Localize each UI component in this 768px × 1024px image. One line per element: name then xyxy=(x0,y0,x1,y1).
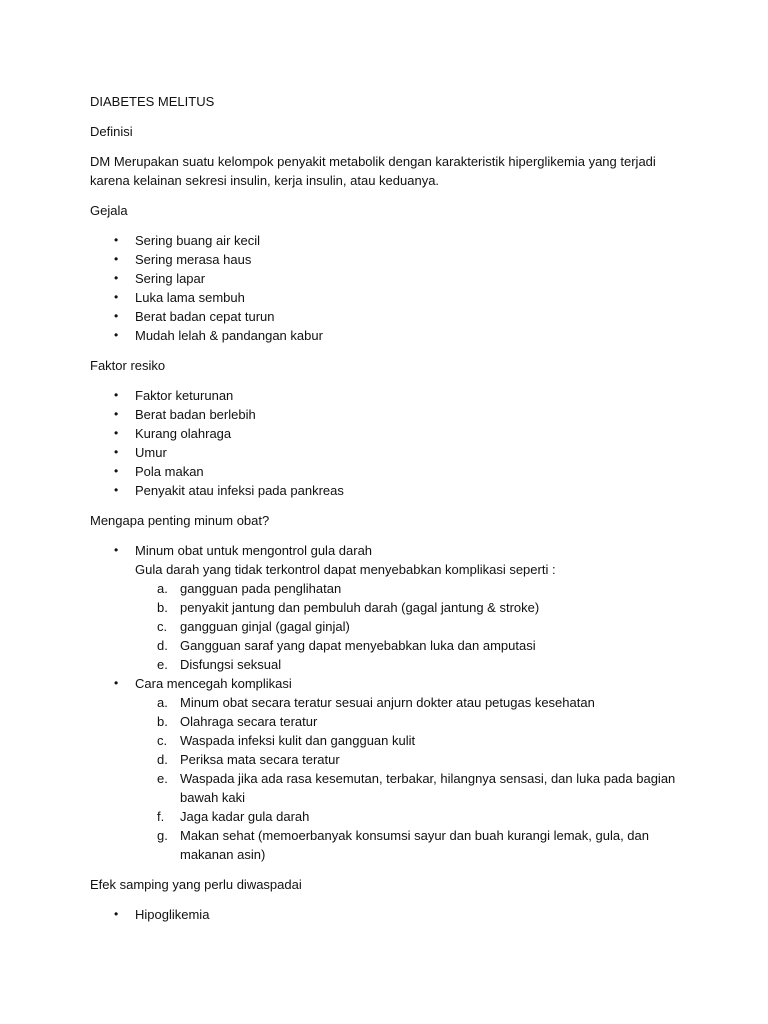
bullet-icon: • xyxy=(114,907,119,921)
list-item-text: Hipoglikemia xyxy=(135,907,210,922)
document-page xyxy=(90,92,690,935)
list-marker: c. xyxy=(157,733,168,748)
bullet-icon: • xyxy=(114,426,119,440)
complications-intro: Gula darah yang tidak terkontrol dapat menyebabkan komplikasi seperti : xyxy=(135,562,556,577)
list-item xyxy=(135,712,690,731)
definition-paragraph xyxy=(90,152,690,190)
side-effects-list xyxy=(90,905,690,924)
list-marker: g. xyxy=(157,828,168,843)
list-item-text: Sering lapar xyxy=(135,271,206,286)
list-item xyxy=(90,386,690,405)
list-marker: b. xyxy=(157,714,168,729)
bullet-icon: • xyxy=(114,407,119,421)
risk-list xyxy=(90,386,690,500)
risk-heading: Faktor resiko xyxy=(90,358,166,373)
bullet-icon: • xyxy=(114,464,119,478)
bullet-icon: • xyxy=(114,233,119,247)
list-item-text: Minum obat untuk mengontrol gula darah xyxy=(135,543,373,558)
list-item-text: Cara mencegah komplikasi xyxy=(135,676,292,691)
list-item xyxy=(135,826,690,864)
bullet-icon: • xyxy=(114,445,119,459)
why-list xyxy=(90,541,690,864)
list-item-text: Jaga kadar gula darah xyxy=(180,809,310,824)
list-item-text: Waspada jika ada rasa kesemutan, terbakar, hilangnya sensasi, dan luka pada bagian bawah kaki xyxy=(180,771,676,805)
list-item xyxy=(90,481,690,500)
symptoms-list xyxy=(90,231,690,345)
list-marker: a. xyxy=(157,581,168,596)
complications-list xyxy=(135,579,690,674)
symptoms-heading: Gejala xyxy=(90,203,128,218)
list-item xyxy=(90,541,690,674)
bullet-icon: • xyxy=(114,676,119,690)
list-item xyxy=(135,750,690,769)
list-item-text: penyakit jantung dan pembuluh darah (gagal jantung & stroke) xyxy=(180,600,540,615)
list-item-text: Faktor keturunan xyxy=(135,388,234,403)
list-item xyxy=(135,617,690,636)
list-item-text: Olahraga secara teratur xyxy=(180,714,318,729)
list-marker: e. xyxy=(157,657,168,672)
list-marker: e. xyxy=(157,771,168,786)
document-title: DIABETES MELITUS xyxy=(90,94,215,109)
list-item xyxy=(135,579,690,598)
list-item xyxy=(90,307,690,326)
list-item xyxy=(90,231,690,250)
list-item-text: Sering buang air kecil xyxy=(135,233,261,248)
list-item-text: Kurang olahraga xyxy=(135,426,232,441)
bullet-icon: • xyxy=(114,328,119,342)
bullet-icon: • xyxy=(114,271,119,285)
list-item-text: Umur xyxy=(135,445,167,460)
list-item xyxy=(90,405,690,424)
list-marker: a. xyxy=(157,695,168,710)
definition-heading: Definisi xyxy=(90,124,133,139)
bullet-icon: • xyxy=(114,483,119,497)
list-item xyxy=(135,769,690,807)
list-item-text: gangguan ginjal (gagal ginjal) xyxy=(180,619,350,634)
bullet-icon: • xyxy=(114,543,119,557)
list-item xyxy=(135,807,690,826)
list-marker: d. xyxy=(157,752,168,767)
list-item xyxy=(90,674,690,864)
list-item-text: Luka lama sembuh xyxy=(135,290,245,305)
bullet-icon: • xyxy=(114,290,119,304)
list-marker: c. xyxy=(157,619,168,634)
definition-line-2: karena kelainan sekresi insulin, kerja insulin, atau keduanya. xyxy=(90,173,440,188)
bullet-icon: • xyxy=(114,309,119,323)
list-item-text: gangguan pada penglihatan xyxy=(180,581,342,596)
list-marker: f. xyxy=(157,809,165,824)
list-item xyxy=(135,636,690,655)
list-item xyxy=(90,326,690,345)
list-item-text: Makan sehat (memoerbanyak konsumsi sayur dan buah kurangi lemak, gula, dan makanan asin) xyxy=(180,828,649,862)
why-heading: Mengapa penting minum obat? xyxy=(90,513,270,528)
list-marker: b. xyxy=(157,600,168,615)
list-item-text: Gangguan saraf yang dapat menyebabkan luka dan amputasi xyxy=(180,638,536,653)
list-item-text: Mudah lelah & pandangan kabur xyxy=(135,328,323,343)
list-item xyxy=(90,443,690,462)
prevention-list xyxy=(135,693,690,864)
list-item xyxy=(135,693,690,712)
list-item xyxy=(90,905,690,924)
list-item xyxy=(90,424,690,443)
list-marker: d. xyxy=(157,638,168,653)
list-item-text: Pola makan xyxy=(135,464,204,479)
bullet-icon: • xyxy=(114,388,119,402)
list-item xyxy=(135,731,690,750)
list-item-text: Berat badan cepat turun xyxy=(135,309,275,324)
list-item xyxy=(90,269,690,288)
list-item-text: Disfungsi seksual xyxy=(180,657,282,672)
definition-line-1: DM Merupakan suatu kelompok penyakit metabolik dengan karakteristik hiperglikemia yang terjadi xyxy=(90,154,656,169)
bullet-icon: • xyxy=(114,252,119,266)
list-item xyxy=(90,462,690,481)
list-item-text: Sering merasa haus xyxy=(135,252,252,267)
list-item xyxy=(135,655,690,674)
list-item xyxy=(90,288,690,307)
list-item-text: Waspada infeksi kulit dan gangguan kulit xyxy=(180,733,416,748)
list-item-text: Berat badan berlebih xyxy=(135,407,256,422)
side-effects-heading: Efek samping yang perlu diwaspadai xyxy=(90,877,302,892)
list-item xyxy=(90,250,690,269)
list-item-text: Periksa mata secara teratur xyxy=(180,752,340,767)
list-item xyxy=(135,598,690,617)
list-item-text: Penyakit atau infeksi pada pankreas xyxy=(135,483,344,498)
list-item-text: Minum obat secara teratur sesuai anjurn dokter atau petugas kesehatan xyxy=(180,695,595,710)
